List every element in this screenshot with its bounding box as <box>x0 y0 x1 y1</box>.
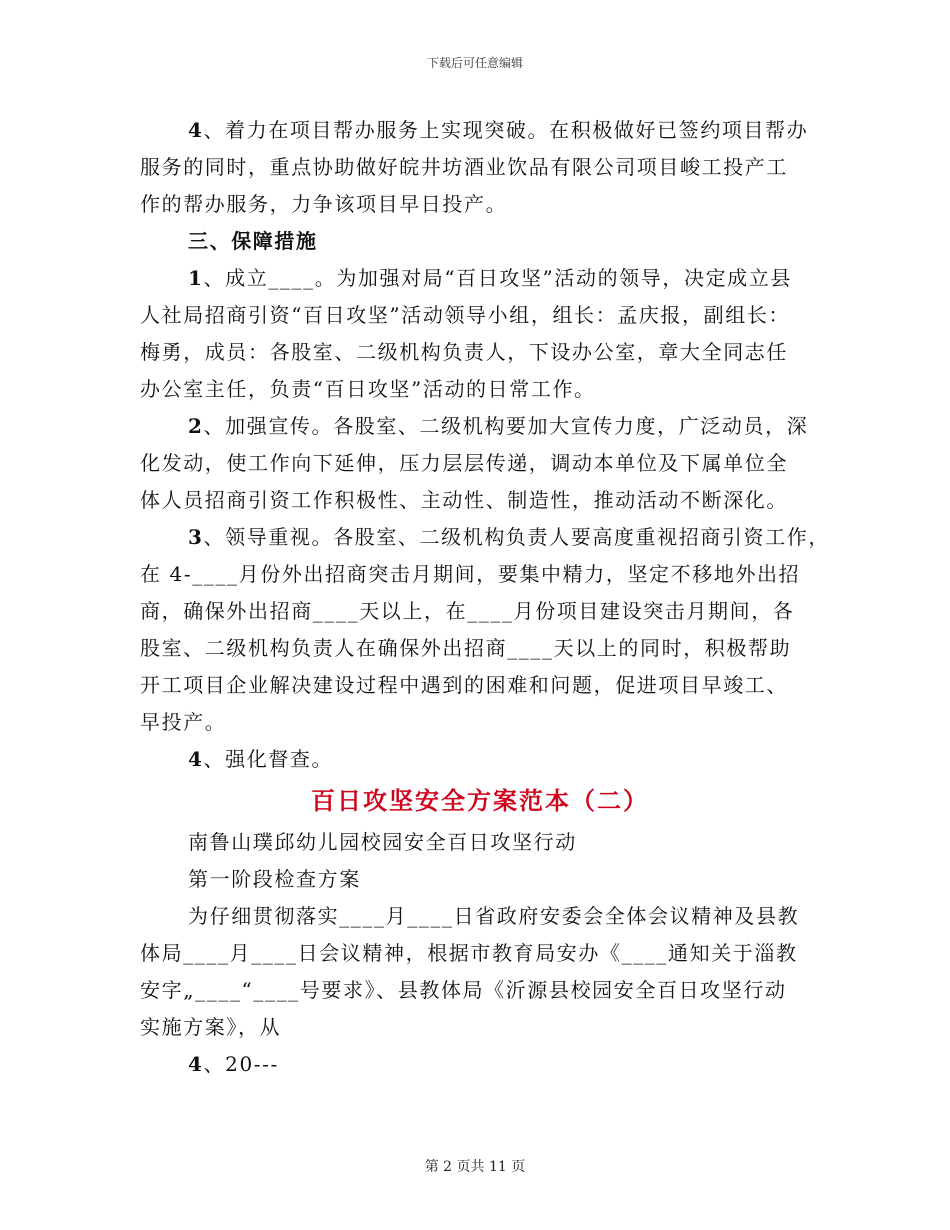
paragraph-line: 办公室主任，负责“百日攻坚”活动的日常工作。 <box>140 377 596 401</box>
line-text: 、领导重视。各股室、二级机构负责人要高度重视招商引资工作， <box>203 525 830 549</box>
line-text: 、成立____。为加强对局“百日攻坚”活动的领导，决定成立县 <box>203 266 792 290</box>
paragraph-line: 开工项目企业解决建设过程中遇到的困难和问题，促进项目早竣工、 <box>140 673 788 697</box>
paragraph-line: 商，确保外出招商____天以上，在____月份项目建设突击月期间，各 <box>140 599 795 623</box>
document-title: 百日攻坚安全方案范本（二） <box>311 786 649 815</box>
paragraph-line: 在 4-____月份外出招商突击月期间，要集中精力，坚定不移地外出招 <box>140 562 801 586</box>
paragraph-line: 梅勇，成员：各股室、二级机构负责人，下设办公室，章大全同志任 <box>140 340 788 364</box>
line-text: 、着力在项目帮办服务上实现突破。在积极做好已签约项目帮办 <box>203 118 809 142</box>
document-body <box>140 112 830 1083</box>
subtitle-line: 南鲁山璞邱幼儿园校园安全百日攻坚行动 <box>188 830 577 854</box>
line-text: 、强化督查。 <box>203 747 334 771</box>
paragraph-line <box>140 1046 820 1083</box>
section-heading: 三、保障措施 <box>188 229 318 253</box>
paragraph-line <box>140 741 820 778</box>
item-number: 4 <box>188 747 204 771</box>
line-text: 、20--- <box>203 1052 279 1076</box>
paragraph-line: 体局____月____日会议精神，根据市教育局安办《____通知关于淄教 <box>140 941 798 965</box>
paragraph-line <box>140 112 820 149</box>
item-number: 4 <box>188 1052 204 1076</box>
item-number: 2 <box>188 414 204 438</box>
paragraph-line: 作的帮办服务，力争该项目早日投产。 <box>140 192 508 216</box>
page-header: 下载后可任意编辑 <box>426 56 523 70</box>
paragraph-line: 人社局招商引资“百日攻坚”活动领导小组，组长：孟庆报，副组长： <box>140 303 791 327</box>
item-number: 1 <box>188 266 204 290</box>
paragraph-line: 为仔细贯彻落实____月____日省政府安委会全体会议精神及县教 <box>188 904 800 928</box>
paragraph-line <box>140 408 820 445</box>
item-number: 3 <box>188 525 204 549</box>
paragraph-line: 实施方案》，从 <box>140 1015 282 1039</box>
paragraph-line: 股室、二级机构负责人在确保外出招商____天以上的同时，积极帮助 <box>140 636 792 660</box>
paragraph-line: 体人员招商引资工作积极性、主动性、制造性，推动活动不断深化。 <box>140 488 788 512</box>
paragraph-line: 化发动，使工作向下延伸，压力层层传递，调动本单位及下属单位全 <box>140 451 788 475</box>
line-text: 、加强宣传。各股室、二级机构要加大宣传力度，广泛动员，深 <box>203 414 809 438</box>
paragraph-line: 服务的同时，重点协助做好皖井坊酒业饮品有限公司项目峻工投产工 <box>140 155 788 179</box>
page-footer: 第 2 页共 11 页 <box>424 1159 526 1175</box>
subtitle-line: 第一阶段检查方案 <box>188 867 361 891</box>
item-number: 4 <box>188 118 204 142</box>
paragraph-line <box>140 519 830 556</box>
paragraph-line: 安字„____“____号要求》、县教体局《沂源县校园安全百日攻坚行动 <box>140 978 787 1002</box>
paragraph-line <box>140 260 820 297</box>
paragraph-line: 早投产。 <box>140 710 227 734</box>
